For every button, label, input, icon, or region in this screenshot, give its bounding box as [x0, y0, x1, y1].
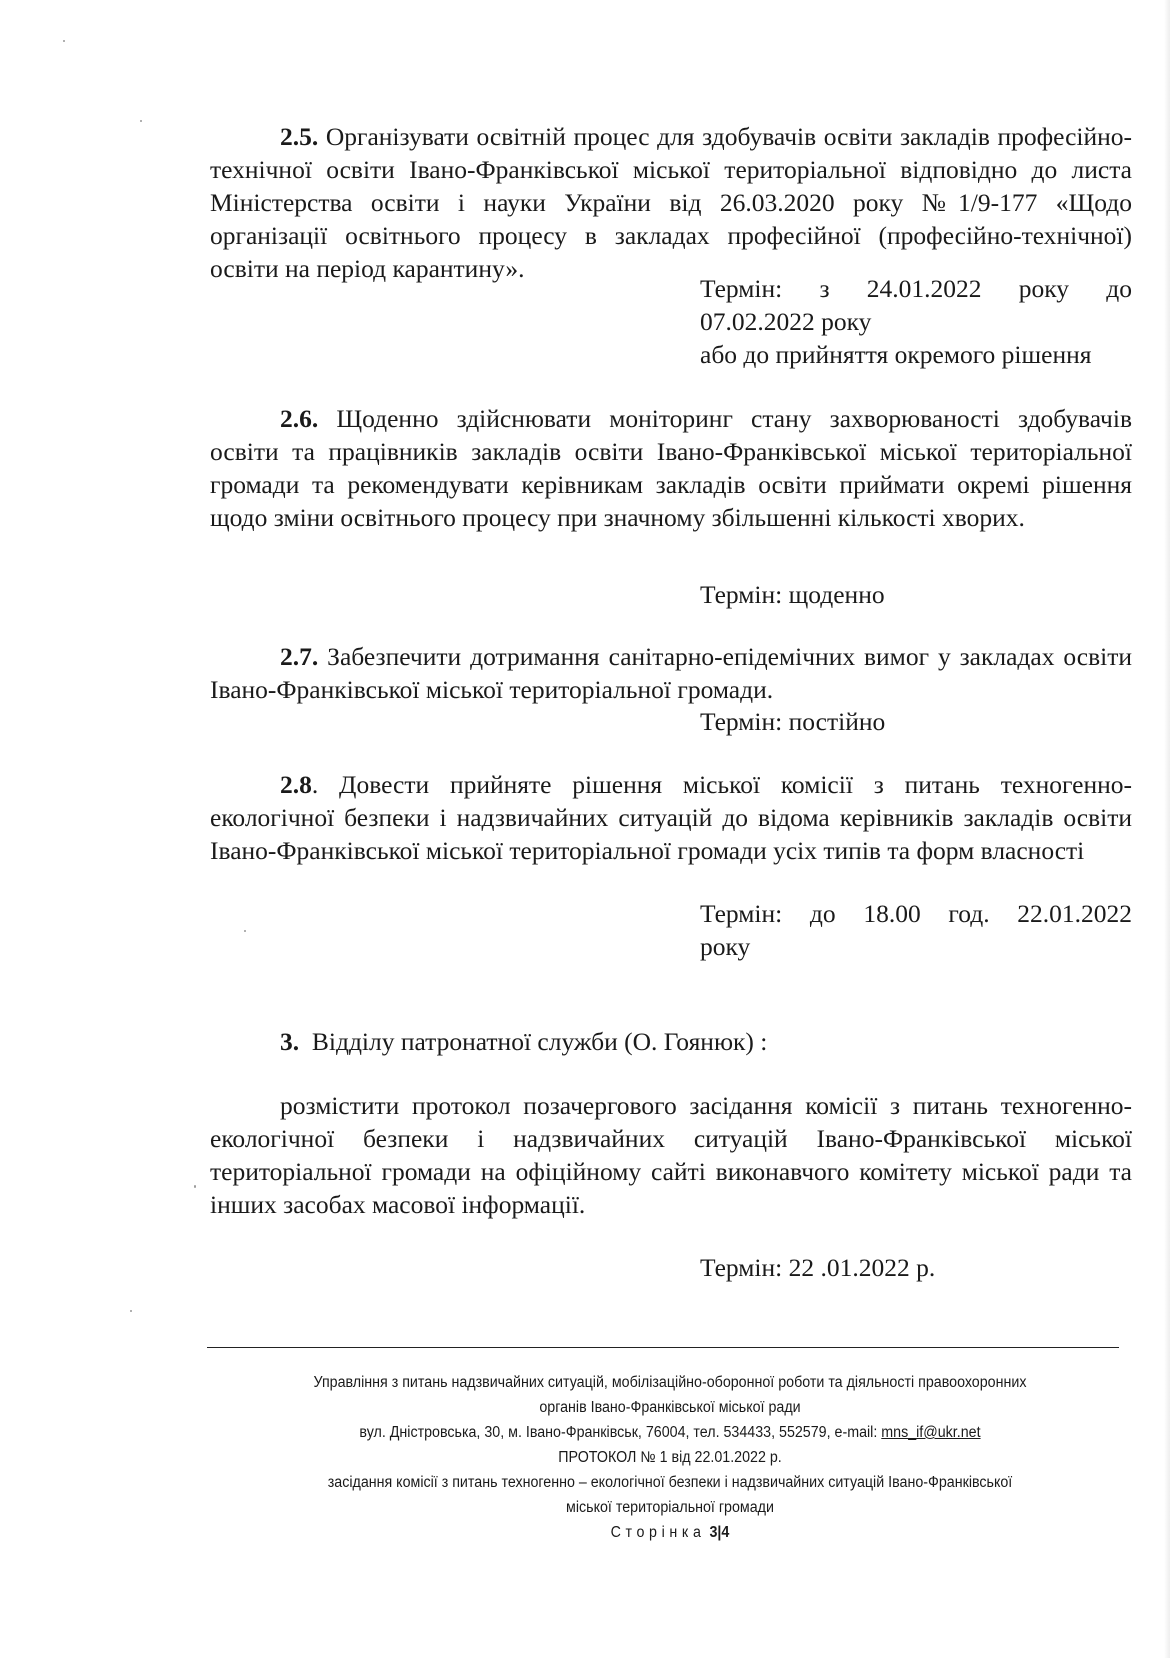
footer-protocol: ПРОТОКОЛ № 1 від 22.01.2022 р. [558, 1449, 782, 1466]
term-2-7 [700, 705, 1132, 738]
term-2-6 [700, 578, 1132, 611]
section-2-6 [210, 402, 1132, 534]
scan-speck [63, 40, 65, 42]
scan-speck [140, 120, 142, 122]
footer-meeting-line: засідання комісії з питань техногенно – екологічної безпеки і надзвичайних ситуацій Івано-Франківської [327, 1474, 1013, 1491]
section-text: Щоденно здійснювати моніторинг стану захворюваності здобувачів освіти та працівників закладів освіти Івано-Франківської міської територіальної громади та рекомендувати керівникам закладів освіти приймати окремі рішення щодо зміни освітнього процесу при значному збільшенні кількості хворих. [210, 404, 1132, 532]
section-text: розмістити протокол позачергового засідання комісії з питань техногенно-екологічної безпеки і надзвичайних ситуацій Івано-Франківської міської територіальної громади на офіційному сайті виконавчого комітету міської ради та інших засобах масової інформації. [210, 1091, 1132, 1219]
section-2-7 [210, 640, 1132, 706]
term-line: або до прийняття окремого рішення [700, 340, 1092, 369]
page-label: Сторінка [610, 1524, 706, 1541]
section-number: 2.7. [280, 642, 319, 671]
term-3 [700, 1251, 1132, 1284]
term-line: Термін: до 18.00 год. 22.01.2022 [700, 899, 1132, 928]
term-line: Термін: постійно [700, 707, 886, 736]
page-number: 3|4 [709, 1524, 730, 1541]
term-2-5 [700, 272, 1132, 371]
section-number: 2.8 [280, 770, 312, 799]
section-text: . Довести прийняте рішення міської комісії з питань техногенно-екологічної безпеки і надзвичайних ситуацій до відома керівників закладів освіти Івано-Франківської міської територіальної громади усіх типів та форм власності [210, 770, 1132, 865]
section-number: 2.5. [280, 122, 319, 151]
footer-org-line: Управління з питань надзвичайних ситуацій, мобілізаційно-оборонної роботи та діяльності правоохоронних [313, 1374, 1027, 1391]
section-2-5 [210, 120, 1132, 285]
section-text: Забезпечити дотримання санітарно-епідемічних вимог у закладах освіти Івано-Франківської міської територіальної громади. [210, 642, 1133, 704]
footer-page [238, 1520, 1103, 1545]
section-3-heading [210, 1025, 1132, 1058]
footer-email: mns_if@ukr.net [881, 1424, 981, 1441]
section-number: 3. [280, 1027, 300, 1056]
footer-address [238, 1420, 1103, 1445]
section-3-text [210, 1089, 1132, 1221]
term-line: Термін: з 24.01.2022 року до [700, 274, 1132, 303]
footer [238, 1370, 1103, 1545]
section-number: 2.6. [280, 404, 319, 433]
section-2-8 [210, 768, 1132, 867]
term-line: 07.02.2022 року [700, 307, 872, 336]
term-line: Термін: щоденно [700, 580, 885, 609]
footer-address-text: вул. Дністровська, 30, м. Івано-Франківськ, 76004, тел. 534433, 552579, e-mail: [359, 1424, 882, 1441]
section-heading: Відділу патронатної служби (О. Гоянюк) : [311, 1027, 768, 1056]
scan-speck [130, 1310, 132, 1312]
scan-edge-shadow [1164, 0, 1170, 1658]
footer-meeting-line: міської територіальної громади [566, 1499, 774, 1516]
scan-speck [194, 1185, 196, 1188]
section-text: Організувати освітній процес для здобувачів освіти закладів професійно-технічної освіти Івано-Франківської міської територіальної відповідно до листа Міністерства освіти і науки України від 26.03.2020 року №1/9-177 «Щодо організації освітнього процесу в закладах професійної (професійно-технічної) освіти на період карантину». [210, 122, 1133, 283]
footer-org-line: органів Івано-Франківської міської ради [539, 1399, 801, 1416]
term-line: Термін: 22 .01.2022 р. [700, 1253, 936, 1282]
footer-divider [207, 1347, 1119, 1348]
term-line: року [700, 932, 751, 961]
scan-speck [244, 930, 246, 932]
term-2-8 [700, 897, 1132, 963]
